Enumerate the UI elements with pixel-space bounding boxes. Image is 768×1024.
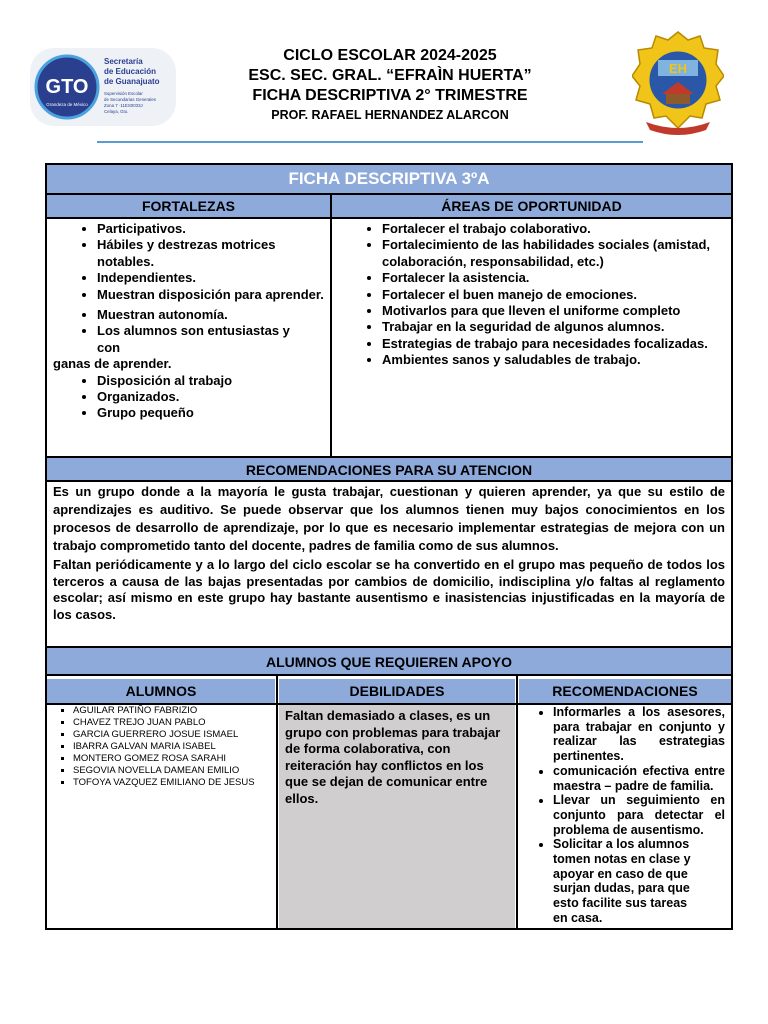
list-item: • Independientes. — [97, 270, 327, 286]
svg-text:de Secundarias Generales: de Secundarias Generales — [104, 97, 156, 102]
header-titles — [190, 46, 590, 124]
list-item: • Hábiles y destrezas motrices notables. — [97, 237, 327, 270]
svg-text:Celaya, Gto.: Celaya, Gto. — [104, 109, 129, 114]
svg-text:Supervisión Escolar: Supervisión Escolar — [104, 91, 143, 96]
areas-header: ÁREAS DE OPORTUNIDAD — [332, 195, 731, 219]
list-item: • Grupo pequeño — [97, 405, 327, 421]
list-item: • Llevar un seguimiento en conjunto para detectar el problema de ausentismo. — [553, 793, 725, 837]
debilidades-cell: Faltan demasiado a clases, es un grupo con problemas para trabajar de forma colaborativa, con reiteración hay conflictos en los que se dejan de comunicar entre ellos. — [279, 705, 515, 928]
alumnos-list — [49, 705, 275, 789]
areas-list — [332, 221, 727, 369]
gto-mark: GTO — [45, 76, 89, 98]
student-item: ▪ MONTERO GOMEZ ROSA SARAHI — [73, 753, 275, 765]
fortalezas-header: FORTALEZAS — [47, 195, 330, 219]
school-crest-logo — [632, 30, 724, 136]
list-item: • Informarles a los asesores, para trabajar en conjunto y realizar las estrategias pertinentes. — [553, 705, 725, 764]
list-item: • Fortalecer el trabajo colaborativo. — [382, 221, 727, 237]
svg-text:de Educación: de Educación — [104, 67, 157, 76]
recomendaciones-header: RECOMENDACIONES PARA SU ATENCION — [47, 456, 731, 482]
list-item: • Fortalecer el buen manejo de emociones. — [382, 287, 727, 303]
list-item: • Los alumnos son entusiastas y con — [97, 323, 327, 356]
debilidades-col-header: DEBILIDADES — [279, 679, 515, 703]
list-item: • Disposición al trabajo — [97, 373, 327, 389]
list-item: • Organizados. — [97, 389, 327, 405]
svg-text:Secretaría: Secretaría — [104, 57, 143, 66]
recomendaciones-col-header: RECOMENDACIONES — [519, 679, 731, 703]
document-title: FICHA DESCRIPTIVA 2° TRIMESTRE — [252, 87, 528, 104]
svg-text:Zona 7 ·11ES0033J: Zona 7 ·11ES0033J — [104, 103, 143, 108]
recomendaciones-text — [53, 483, 725, 625]
student-item: ▪ AGUILAR PATIÑO FABRIZIO — [73, 705, 275, 717]
list-item: • Trabajar en la seguridad de algunos alumnos. — [382, 319, 727, 335]
list-item: • Muestran disposición para aprender. — [97, 287, 327, 303]
student-item: ▪ SEGOVIA NOVELLA DAMEAN EMILIO — [73, 765, 275, 777]
teacher-name: PROF. RAFAEL HERNANDEZ ALARCON — [271, 108, 509, 122]
recomendaciones-paragraph: Faltan periódicamente y a lo largo del ciclo escolar se ha convertido en el grupo mas pequeño de todos los terceros a causa de las bajas presentadas por cambios de domicilio, indisciplina y/o faltas al reglamento escolar; así mismo en este grupo hay bastante ausentismo e inasistencias injustificadas en la mayoría de los casos. — [53, 557, 725, 622]
ficha-table — [45, 163, 733, 930]
svg-text:de Guanajuato: de Guanajuato — [104, 77, 160, 86]
list-item: • Fortalecer la asistencia. — [382, 270, 727, 286]
alumnos-col-header: ALUMNOS — [47, 679, 275, 703]
student-item: ▪ IBARRA GALVAN MARIA ISABEL — [73, 741, 275, 753]
document-header — [0, 0, 768, 150]
list-item: • Ambientes sanos y saludables de trabajo. — [382, 352, 727, 368]
crest-mark: EH — [668, 61, 688, 76]
list-item: • Estrategias de trabajo para necesidades focalizadas. — [382, 336, 727, 352]
column-divider — [516, 676, 518, 930]
list-item: • Muestran autonomía. — [97, 307, 327, 323]
column-divider — [276, 676, 278, 930]
recomendaciones-paragraph: Es un grupo donde a la mayoría le gusta trabajar, cuestionan y quieren aprender, ya que su estilo de aprendizajes es auditivo. Se puede observar que los alumnos tienen muy bajos conocimientos en los procesos de desarrollo de aprendizaje, por lo que es necesario implementar estrategias de mejora con un trabajo comprometido tanto del docente, padres de familia como de sus alumnos. — [53, 484, 725, 553]
apoyo-header: ALUMNOS QUE REQUIEREN APOYO — [47, 646, 731, 676]
list-item: • Participativos. — [97, 221, 327, 237]
header-divider — [97, 141, 643, 143]
recomendaciones-list — [519, 705, 731, 926]
ficha-title: FICHA DESCRIPTIVA 3ºA — [47, 165, 731, 195]
list-item: • comunicación efectiva entre maestra – padre de familia. — [553, 764, 725, 793]
student-item: ▪ CHAVEZ TREJO JUAN PABLO — [73, 717, 275, 729]
list-item: • Fortalecimiento de las habilidades sociales (amistad, colaboración, responsabilidad, etc.) — [382, 237, 727, 270]
student-item: ▪ TOFOYA VAZQUEZ EMILIANO DE JESUS — [73, 777, 275, 789]
gto-tagline: Grandeza de México — [46, 102, 88, 107]
list-continuation: ganas de aprender. — [53, 356, 172, 372]
list-item: • Motivarlos para que lleven el uniforme completo — [382, 303, 727, 319]
seg-guanajuato-logo — [30, 48, 176, 126]
school-year: CICLO ESCOLAR 2024-2025 — [283, 47, 497, 64]
list-item: • Solicitar a los alumnos tomen notas en clase y apoyar en caso de que surjan dudas, para que esto facilite sus tareas en casa. — [553, 837, 725, 925]
fortalezas-list — [47, 221, 327, 422]
student-item: ▪ GARCIA GUERRERO JOSUE ISMAEL — [73, 729, 275, 741]
school-name: ESC. SEC. GRAL. “EFRAÌN HUERTA” — [248, 67, 532, 84]
